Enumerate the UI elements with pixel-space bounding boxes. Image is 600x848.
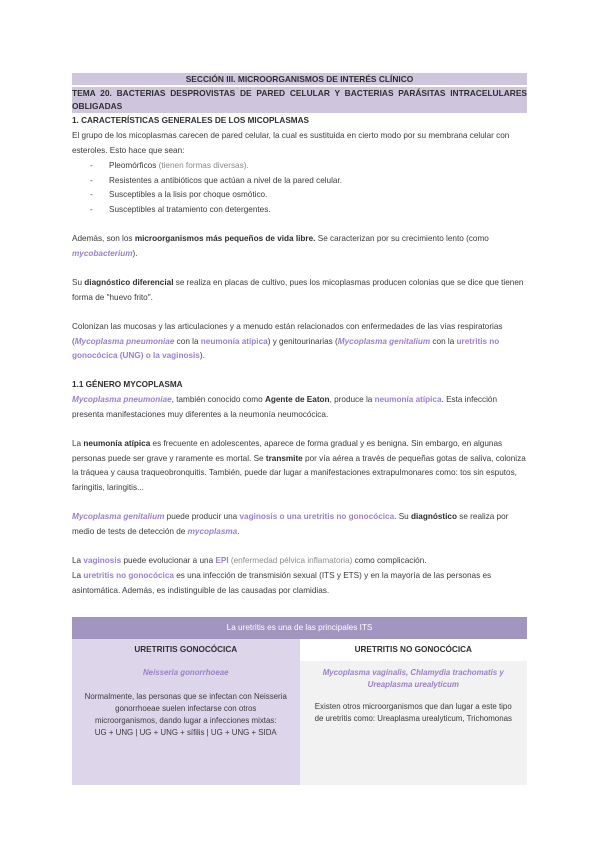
text-gonococica: Normalmente, las personas que se infectan con Neisseria gonorrhoeae suelen infectarse con otros microorganismos, dando lugar a infecciones mixtas: [84,692,287,725]
organism-gonococica: Neisseria gonorrhoeae [142,668,229,677]
uretritis-table [72,617,527,785]
text-no-gonococica: Existen otros microorganismos que dan lugar a este tipo de uretritis como: Ureaplasma urealyticum, Trichomonas [314,702,512,723]
organism-no-gonococica: Mycoplasma vaginalis, Chlamydia trachomatis y Ureaplasma urealyticum [322,668,504,689]
paragraph-smallest: Además, son los microorganismos más pequeños de vida libre. Se caracterizan por su crecimiento lento (como mycobacterium). [72,234,489,258]
paragraph-diagnosis: Su diagnóstico diferencial se realiza en placas de cultivo, pues los micoplasmas producen colonias que se dice que tienen forma de "huevo frito". [72,278,524,302]
header-gonococica: URETRITIS GONOCÓCICA [72,639,300,661]
paragraph-vaginosis: La vaginosis puede evolucionar a una EPI (enfermedad pélvica inflamatoria) como complicación. [72,556,427,565]
intro-paragraph: El grupo de los micoplasmas carecen de pared celular, la cual es sustituida en cierto modo por su membrana celular con esteroles. Esto hace que sean: [72,131,510,155]
table-header-row [72,639,527,661]
cell-gonococica [72,661,300,785]
list-item: - Susceptibles a la lisis por choque osmótico. [72,188,527,203]
heading-genero-mycoplasma: 1.1 GÉNERO MYCOPLASMA [72,380,183,389]
paragraph-ung: La uretritis no gonocócica es una infección de transmisión sexual (ITS y ETS) y en la mayoría de las personas es asintomática. Además, es indistinguible de las causadas por clamidias. [72,571,492,595]
properties-list [72,159,527,217]
paragraph-neumonia-atipica: La neumonía atípica es frecuente en adolescentes, aparece de forma gradual y es benigna. Sin embargo, en algunas personas puede ser grave y raramente es mortal. Se transmite por vía aérea a través de pequeñas gotas de saliva, coloniza la tráquea y causa traqueobronquitis. También, puede dar lugar a manifestaciones extrapulmonares como: tos sin esputos, faringitis, laringitis... [72,439,526,492]
table-body-row [72,661,527,785]
list-item: - Pleomórficos (tienen formas diversas). [72,159,527,174]
paragraph-pneumoniae: Mycoplasma pneumoniae, también conocido como Agente de Eaton, produce la neumonía atípica. Esta infección presenta manifestaciones muy diferentes a la neumonía neumocócica. [72,395,498,419]
paragraph-colonize: Colonizan las mucosas y las articulaciones y a menudo están relacionados con enfermedades de las vías respiratorias (Mycoplasma pneumoniae con la neumonía atípica) y genitourinarias (Mycoplasma genitalium con la uretritis no gonocócica (UNG) o la vaginosis). [72,322,503,361]
paragraph-genitalium: Mycoplasma genitalium puede producir una vaginosis o una uretritis no gonocócica. Su diagnóstico se realiza por medio de tests de detección de mycoplasma. [72,512,509,536]
topic-title: TEMA 20. BACTERIAS DESPROVISTAS DE PARED CELULAR Y BACTERIAS PARÁSITAS INTRACELULARES OBLIGADAS [72,88,527,111]
combos-gonococica: UG + UNG | UG + UNG + sífilis | UG + UNG + SIDA [94,728,277,737]
cell-no-gonococica [300,661,528,785]
heading-caracteristicas: 1. CARACTERÍSTICAS GENERALES DE LOS MICOPLASMAS [72,116,310,125]
list-item: - Resistentes a antibióticos que actúan a nivel de la pared celular. [72,174,527,189]
table-caption: La uretritis es una de las principales ITS [72,617,527,639]
section-title: SECCIÓN III. MICROORGANISMOS DE INTERÉS CLÍNICO [72,73,527,85]
list-item: - Susceptibles al tratamiento con detergentes. [72,203,527,218]
header-no-gonococica: URETRITIS NO GONOCÓCICA [300,639,528,661]
